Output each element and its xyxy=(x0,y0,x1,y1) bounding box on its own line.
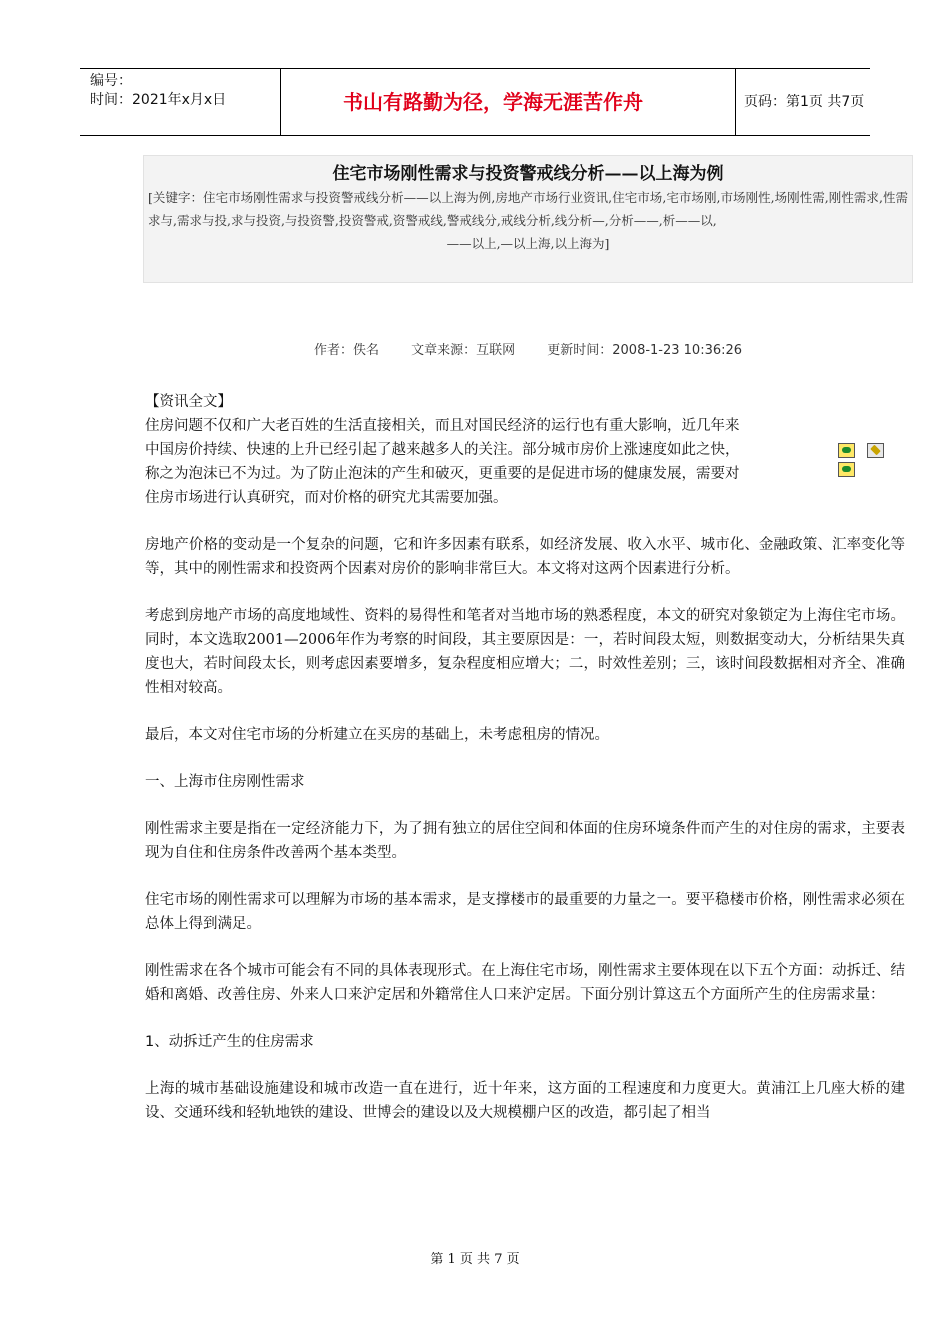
paragraph-7: 刚性需求在各个城市可能会有不同的具体表现形式。在上海住宅市场，刚性需求主要体现在以下五个方面：动拆迁、结婚和离婚、改善住房、外来人口来沪定居和外籍常住人口来沪定居。下面分别计算这五个方面所产生的住房需求量： xyxy=(145,963,905,1003)
article-title: 住宅市场刚性需求与投资警戒线分析——以上海为例 xyxy=(332,164,724,184)
article-title-box xyxy=(143,155,913,283)
header-motto: 书山有路勤为径，学海无涯苦作舟 xyxy=(281,69,736,135)
edit-icon[interactable] xyxy=(867,443,884,458)
paragraph-2: 房地产价格的变动是一个复杂的问题，它和许多因素有联系，如经济发展、收入水平、城市化、金融政策、汇率变化等等，其中的刚性需求和投资两个因素对房价的影响非常巨大。本文将对这两个因素进行分析。 xyxy=(145,537,905,577)
paragraph-1-line-4: 住房市场进行认真研究，而对价格的研究尤其需要加强。 xyxy=(145,490,508,506)
section-label: 【资讯全文】 xyxy=(145,394,232,410)
article-body xyxy=(145,390,905,1148)
section-heading-2: 1、动拆迁产生的住房需求 xyxy=(145,1034,314,1050)
header-page-number: 页码：第1页 共7页 xyxy=(744,94,865,110)
keywords-text-end: ——以上,—以上海,以上海为] xyxy=(446,236,610,251)
paragraph-1-line-1: 住房问题不仅和广大老百姓的生活直接相关，而且对国民经济的运行也有重大影响，近几年来 xyxy=(145,418,740,434)
paragraph-1 xyxy=(145,414,905,510)
article-updated: 更新时间：2008-1-23 10:36:26 xyxy=(547,343,743,358)
paragraph-8: 上海的城市基础设施建设和城市改造一直在进行，近十年来，这方面的工程速度和力度更大。黄浦江上几座大桥的建设、交通环线和轻轨地铁的建设、世博会的建设以及大规模棚户区的改造，都引起了相当 xyxy=(145,1081,905,1121)
article-keywords xyxy=(144,186,912,255)
header-table xyxy=(80,68,870,136)
article-author: 作者：佚名 xyxy=(313,343,379,358)
paragraph-6: 住宅市场的刚性需求可以理解为市场的基本需求，是支撑楼市的最重要的力量之一。要平稳楼市价格，刚性需求必须在总体上得到满足。 xyxy=(145,892,905,932)
paragraph-1-line-3: 称之为泡沫已不为过。为了防止泡沫的产生和破灭，更重要的是促进市场的健康发展，需要对 xyxy=(145,466,740,482)
paragraph-3: 考虑到房地产市场的高度地域性、资料的易得性和笔者对当地市场的熟悉程度，本文的研究对象锁定为上海住宅市场。同时，本文选取2001—2006年作为考察的时间段，其主要原因是：一，若时间段太短，则数据变动大，分析结果失真度也大，若时间段太长，则考虑因素要增多，复杂程度相应增大；二，时效性差别；三，该时间段数据相对齐全、准确性相对较高。 xyxy=(145,608,905,696)
section-heading-1: 一、上海市住房刚性需求 xyxy=(145,774,305,790)
doc-number: 编号： xyxy=(90,73,132,89)
header-info-cell xyxy=(80,69,281,135)
paragraph-4: 最后，本文对住宅市场的分析建立在买房的基础上，未考虑租房的情况。 xyxy=(145,727,609,743)
page-footer: 第 1 页 共 7 页 xyxy=(430,1252,520,1267)
paragraph-1-line-2: 中国房价持续、快速的上升已经引起了越来越多人的关注。部分城市房价上涨速度如此之快， xyxy=(145,442,740,458)
paragraph-5: 刚性需求主要是指在一定经济能力下，为了拥有独立的居住空间和体面的住房环境条件而产生的对住房的需求，主要表现为自住和住房条件改善两个基本类型。 xyxy=(145,821,905,861)
link-icon[interactable] xyxy=(838,462,855,477)
article-source: 文章来源：互联网 xyxy=(411,343,516,358)
link-icon[interactable] xyxy=(838,443,855,458)
doc-time: 时间：2021年x月x日 xyxy=(90,92,227,108)
keywords-text: [关键字：住宅市场刚性需求与投资警戒线分析——以上海为例,房地产市场行业资讯,住宅市场,宅市场刚,市场刚性,场刚性需,刚性需求,性需求与,需求与投,求与投资,与投资警,投资警戒,资警戒线,警戒线分,戒线分析,线分析—,分析——,析——以, xyxy=(148,190,908,228)
article-meta xyxy=(143,339,913,358)
